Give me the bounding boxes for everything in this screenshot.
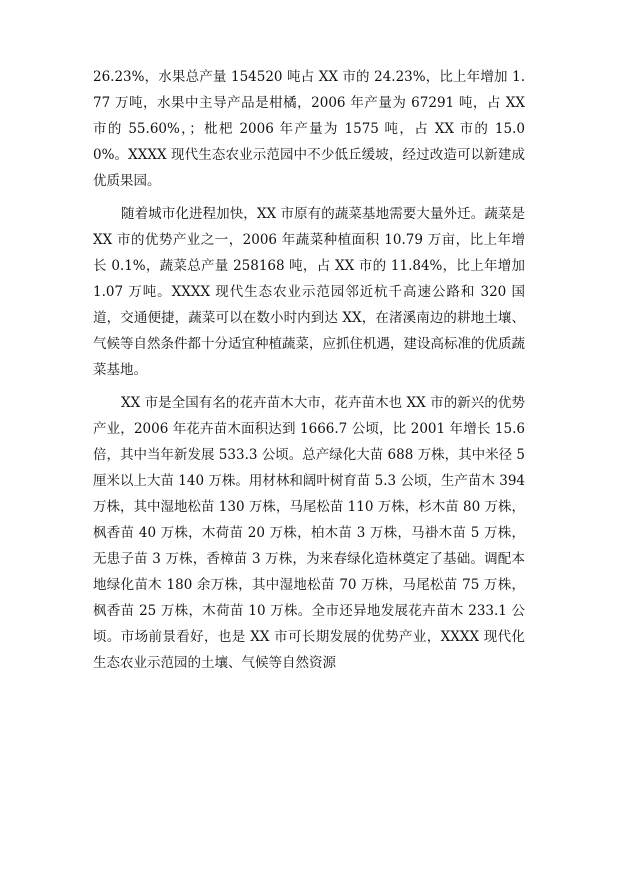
document-body (93, 64, 525, 683)
paragraph-vegetable: 随着城市化进程加快，XX 市原有的蔬菜基地需要大量外迁。蔬菜是 XX 市的优势产业之一，2006 年蔬菜种植面积 10.79 万亩，比上年增长 0.1%，蔬菜总产量 258168 吨，占 XX 市的 11.84%，比上年增加 1.07 万吨。XXXX 现代生态农业示范园邻近杭千高速公路和 320 国道，交通便捷，蔬菜可以在数小时内到达 XX，在渚溪南边的耕地土壤、气候等自然条件都十分适宜种植蔬菜，应抓住机遇，建设高标准的优质蔬菜基地。 (93, 206, 525, 378)
paragraph-fruit: 26.23%，水果总产量 154520 吨占 XX 市的 24.23%，比上年增加 1.77 万吨，水果中主导产品是柑橘，2006 年产量为 67291 吨，占 XX 市的 55.60%，；枇杷 2006 年产量为 1575 吨，占 XX 市的 15.00%。XXXX 现代生态农业示范园中不少低丘缓坡，经过改造可以新建成优质果园。 (93, 69, 525, 189)
paragraph-flowers: XX 市是全国有名的花卉苗木大市，花卉苗木也 XX 市的新兴的优势产业，2006 年花卉苗木面积达到 1666.7 公顷，比 2001 年增长 15.6 倍，其中当年新发展 533.3 公顷。总产绿化大苗 688 万株，其中米径 5 厘米以上大苗 140 万株。用材林和阔叶树育苗 5.3 公顷，生产苗木 394 万株，其中湿地松苗 130 万株，马尾松苗 110 万株，杉木苗 80 万株，枫香苗 40 万株，木荷苗 20 万株，柏木苗 3 万株，马褂木苗 5 万株，无患子苗 3 万株，香樟苗 3 万株，为来春绿化造林奠定了基础。调配本地绿化苗木 180 余万株，其中湿地松苗 70 万株，马尾松苗 75 万株，枫香苗 25 万株，木荷苗 10 万株。全市还异地发展花卉苗木 233.1 公顷。市场前景看好，也是 XX 市可长期发展的优势产业，XXXX 现代化生态农业示范园的土壤、气候等自然资源 (93, 395, 525, 671)
